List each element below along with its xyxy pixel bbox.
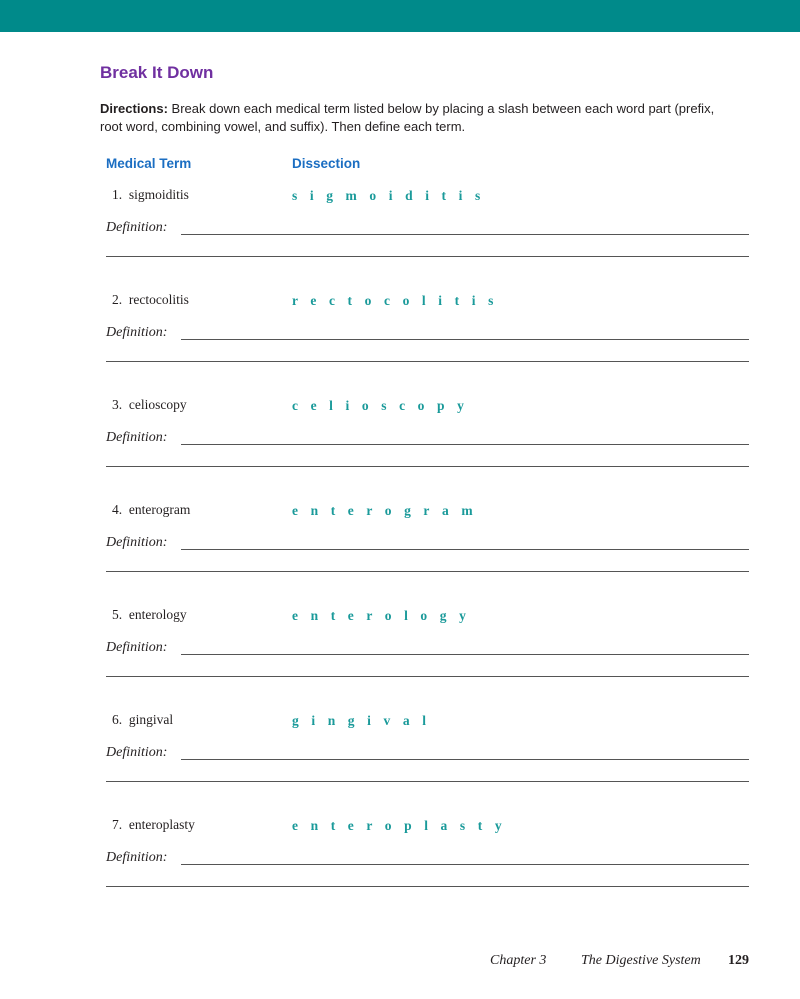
medical-term (112, 292, 189, 308)
medical-term (112, 712, 173, 728)
exercise-item (0, 712, 800, 817)
column-header-dissection: Dissection (292, 156, 361, 171)
item-number: 1. (112, 187, 123, 202)
definition-label: Definition: (106, 430, 168, 445)
medical-term (112, 817, 195, 833)
term-text: celioscopy (128, 397, 187, 412)
item-number: 3. (112, 397, 123, 412)
page-title: Break It Down (100, 63, 214, 82)
item-number: 5. (112, 607, 123, 622)
exercise-item (0, 502, 800, 607)
exercise-item (0, 187, 800, 292)
exercise-item (0, 607, 800, 712)
term-text: sigmoiditis (128, 187, 189, 202)
dissection: gingival (292, 713, 439, 728)
term-text: rectocolitis (128, 292, 189, 307)
definition-label: Definition: (106, 640, 168, 655)
footer-section: The Digestive System (581, 953, 701, 968)
definition-label: Definition: (106, 220, 168, 235)
dissection: enterology (292, 608, 479, 623)
definition-line[interactable] (181, 339, 749, 340)
item-number: 7. (112, 817, 123, 832)
definition-line-2[interactable] (106, 676, 749, 677)
term-text: gingival (128, 712, 174, 727)
item-number: 2. (112, 292, 123, 307)
directions-label: Directions: (100, 101, 168, 116)
definition-line[interactable] (181, 759, 749, 760)
definition-line-2[interactable] (106, 361, 749, 362)
definition-line[interactable] (181, 444, 749, 445)
dissection: rectocolitis (292, 293, 506, 308)
item-number: 4. (112, 502, 123, 517)
directions (100, 100, 740, 136)
dissection: celioscopy (292, 398, 477, 413)
dissection: sigmoiditis (292, 188, 493, 203)
definition-line-2[interactable] (106, 571, 749, 572)
definition-label: Definition: (106, 850, 168, 865)
definition-line-2[interactable] (106, 256, 749, 257)
definition-line[interactable] (181, 654, 749, 655)
term-text: enterogram (128, 502, 191, 517)
medical-term (112, 607, 187, 623)
page-number: 129 (728, 953, 749, 968)
directions-text: Break down each medical term listed below by placing a slash between each word part (prefix, root word, combining vowel, and suffix). Then define each term. (100, 101, 715, 134)
exercise-item (0, 292, 800, 397)
definition-line[interactable] (181, 234, 749, 235)
exercise-item (0, 817, 800, 922)
definition-line-2[interactable] (106, 466, 749, 467)
medical-term (112, 397, 187, 413)
footer-chapter: Chapter 3 (490, 953, 547, 968)
definition-label: Definition: (106, 325, 168, 340)
medical-term (112, 187, 189, 203)
definition-line[interactable] (181, 864, 749, 865)
medical-term (112, 502, 190, 518)
definition-label: Definition: (106, 745, 168, 760)
definition-line-2[interactable] (106, 781, 749, 782)
exercise-item (0, 397, 800, 502)
definition-line-2[interactable] (106, 886, 749, 887)
dissection: enteroplasty (292, 818, 515, 833)
definition-line[interactable] (181, 549, 749, 550)
item-number: 6. (112, 712, 123, 727)
column-header-term: Medical Term (106, 156, 192, 171)
dissection: enterogram (292, 503, 486, 518)
definition-label: Definition: (106, 535, 168, 550)
term-text: enterology (128, 607, 187, 622)
term-text: enteroplasty (128, 817, 195, 832)
header-bar (0, 0, 800, 32)
